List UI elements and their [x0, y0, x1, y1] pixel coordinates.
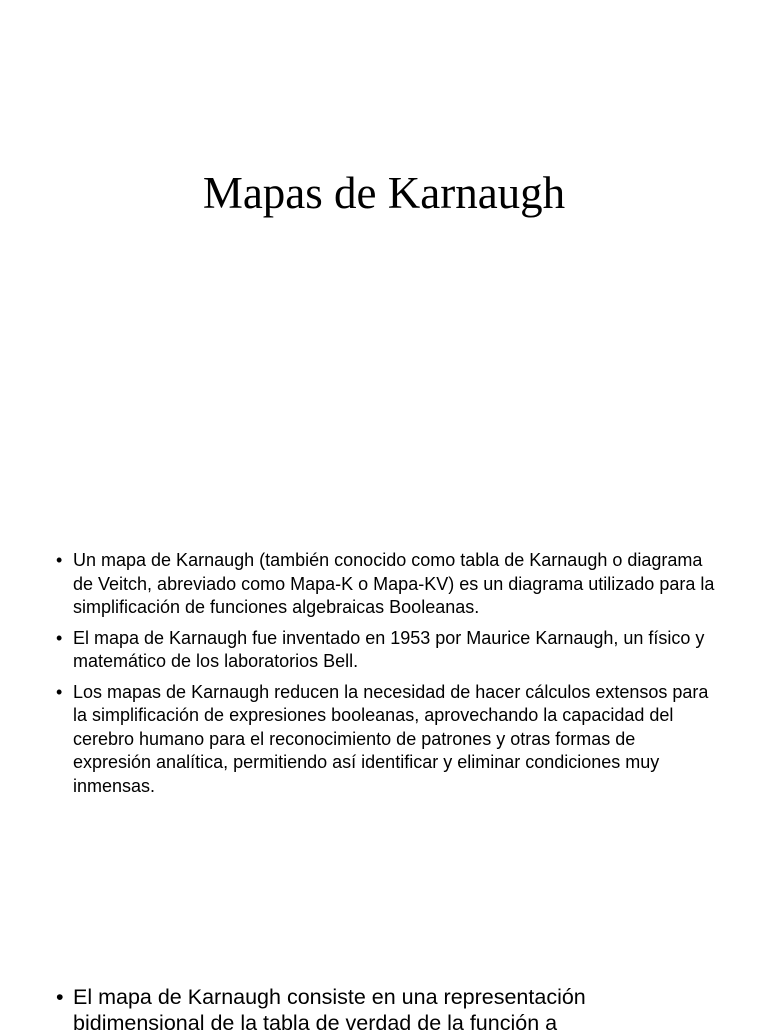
- bullet-list: [56, 549, 716, 805]
- bullet-text: Los mapas de Karnaugh reducen la necesidad de hacer cálculos extensos para la simplificación de expresiones booleanas, aprovechando la capacidad del cerebro humano para el reconocimiento de patrones y otras formas de expresión analítica, permitiendo así identificar y eliminar condiciones muy inmensas.: [73, 681, 709, 796]
- bullet-text: El mapa de Karnaugh fue inventado en 1953 por Maurice Karnaugh, un físico y matemático de los laboratorios Bell.: [73, 627, 705, 671]
- bullet-item: [56, 549, 716, 620]
- slide-title: Mapas de Karnaugh: [202, 168, 566, 218]
- bullet-dot-icon: •: [56, 627, 63, 648]
- bullet-text: El mapa de Karnaugh consiste en una representación bidimensional de la tabla de verdad de la función a: [73, 985, 586, 1035]
- bullet-dot-icon: •: [56, 550, 63, 570]
- bullet-dot-icon: •: [56, 985, 64, 1009]
- bullet-item: [56, 681, 716, 799]
- bullet-text: Un mapa de Karnaugh (también conocido como tabla de Karnaugh o diagrama de Veitch, abreviado como Mapa-K o Mapa-KV) es un diagrama utilizado para la simplificación de funciones algebraicas Booleanas.: [73, 550, 715, 617]
- bullet-item: [56, 984, 716, 1036]
- bullet-item: [56, 627, 716, 674]
- next-slide-bullet-list: [56, 984, 716, 1036]
- bullet-dot-icon: •: [56, 681, 63, 702]
